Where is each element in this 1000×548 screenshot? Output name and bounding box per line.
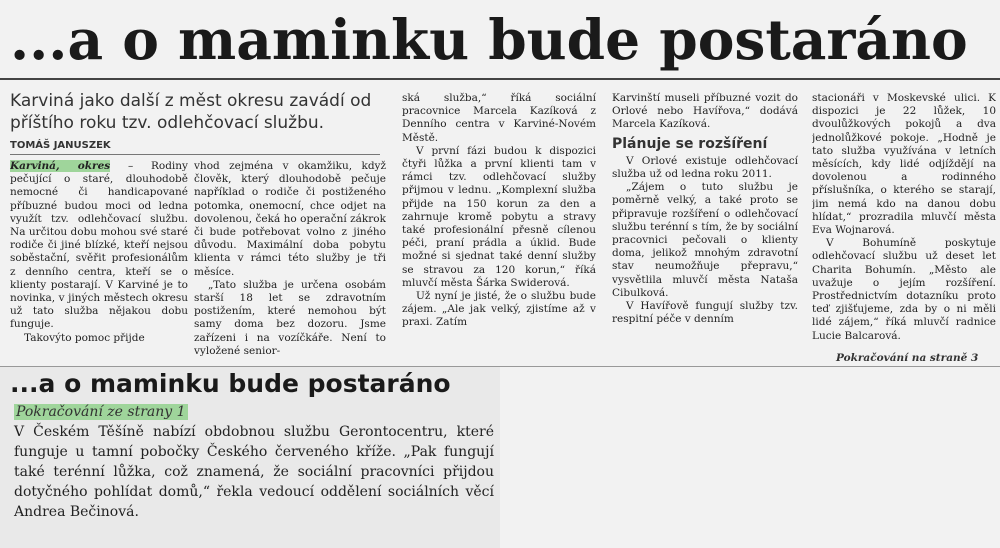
paragraph: „Tato služba je určena osobám starší 18 let se zdravotním postižením, které nemohou být samy doma bez dozoru. Jsme zařízeni i na vozíčkáře. Není to vyložené senior-	[194, 278, 386, 357]
byline-rule	[10, 154, 380, 155]
paragraph	[10, 160, 188, 332]
subheading: Plánuje se rozšíření	[612, 135, 768, 152]
paragraph: V Bohumíně poskytuje odlehčovací službu už deset let Charita Bohumín. „Město ale uvažuje o jejím rozšíření. Prostřednictvím dotazníku proto teď zjišťujeme, zda by o ni měli lidé zájem,“ říká mluvčí radnice Lucie Balcarová.	[812, 237, 996, 342]
paragraph-text: – Rodiny pečující o staré, dlouhodobě nemocné či handicapované příbuzné budou moci od ledna využít tzv. odlehčovací službu. Na určitou dobu mohou své staré rodiče či jiné blízké, kteří nejsou soběstační, svěřit profesionálům z denního centra, kteří se o klienty postarají. V Karviné je to novinka, v jiných městech okresu už tato služba nějakou dobu funguje.	[10, 160, 188, 331]
headline: ...a o maminku bude postaráno	[10, 7, 968, 72]
article-column-1	[10, 160, 188, 358]
paragraph: V první fázi budou k dispozici čtyři lůžka a první klienti tam v rámci tzv. odlehčovací služby přijmou v lednu. „Komplexní služba přijde na 150 korun za den a zahrnuje kromě pobytu a stravy také profesionální přesně cílenou péči, praní prádla a úklid. Bude možné si sjednat také denní služby se stravou za 120 korun,“ říká mluvčí města Šárka Swiderová.	[402, 144, 596, 289]
continued-on-label: Pokračování na straně 3	[836, 352, 979, 364]
lede: Karviná jako další z měst okresu zavádí od příštího roku tzv. odlehčovací službu.	[10, 91, 372, 133]
headline-rule	[0, 78, 1000, 80]
paragraph: V Orlové existuje odlehčovací služba už od ledna roku 2011.	[612, 154, 798, 181]
paragraph: Karvinští museli příbuzné vozit do Orlové nebo Havířova,“ dodává Marcela Kazíková.	[612, 92, 798, 131]
paragraph: V Českém Těšíně nabízí obdobnou službu Gerontocentru, které funguje u tamní pobočky Českého červeného kříže. „Pak fungují také terénní lůžka, což znamená, že sociální pracovníci přijdou dotyčného pohlídat domů,“ řekla vedoucí oddělení sociálních věcí Andrea Bečinová.	[14, 424, 494, 520]
location-label: Karviná, okres	[10, 160, 111, 172]
paragraph: Takovýto pomoc přijde	[24, 331, 145, 344]
paragraph: ská služba,“ říká sociální pracovnice Marcela Kazíková z Denního centra v Karviné-Novém Městě.	[402, 92, 596, 144]
paragraph: stacionáři v Moskevské ulici. K dispozici je 22 lůžek, 10 dvoulůžkových pokojů a dva jednolůžkové pokoje. „Hodně je tato služba využívána v letních měsících, kdy lidé odjíždějí na dovolenou a rodinného příslušníka, o kterého se starají, jim nemá kdo na danou dobu hlídat,“ prozradila mluvčí města Eva Wojnarová.	[812, 92, 996, 237]
paragraph: „Zájem o tuto službu je poměrně velký, a také proto se připravuje rozšíření o odlehčovací službu terénní s tím, že by sociální pracovnici pečovali o klienty doma, jelikož mnohým zdravotní stav neumožňuje přepravu,“ vysvětlila mluvčí města Nataša Cibulková.	[612, 181, 798, 299]
article-column-2	[194, 160, 386, 358]
continuation-headline: ...a o maminku bude postaráno	[10, 369, 451, 398]
paragraph: V Havířově fungují služby tzv. respitní péče v denním	[612, 300, 798, 326]
byline: TOMÁŠ JANUSZEK	[10, 140, 111, 151]
paragraph: vhod zejména v okamžiku, když člověk, který dlouhodobě pečuje například o rodiče či postiženého potomka, onemocní, chce odjet na dovolenou, čeká ho operační zákrok či bude potřebovat volno z jiného důvodu. Maximální doba pobytu klienta v rámci této služby je tři měsíce.	[194, 160, 386, 278]
article-column-5	[812, 92, 996, 368]
paragraph: Už nyní je jisté, že o službu bude zájem. „Ale jak velký, zjistíme až v praxi. Zatím	[402, 290, 596, 329]
article-column-4	[612, 92, 798, 368]
continued-from-label: Pokračování ze strany 1	[16, 404, 186, 420]
continuation-body	[14, 422, 494, 522]
article-column-3	[402, 92, 596, 368]
